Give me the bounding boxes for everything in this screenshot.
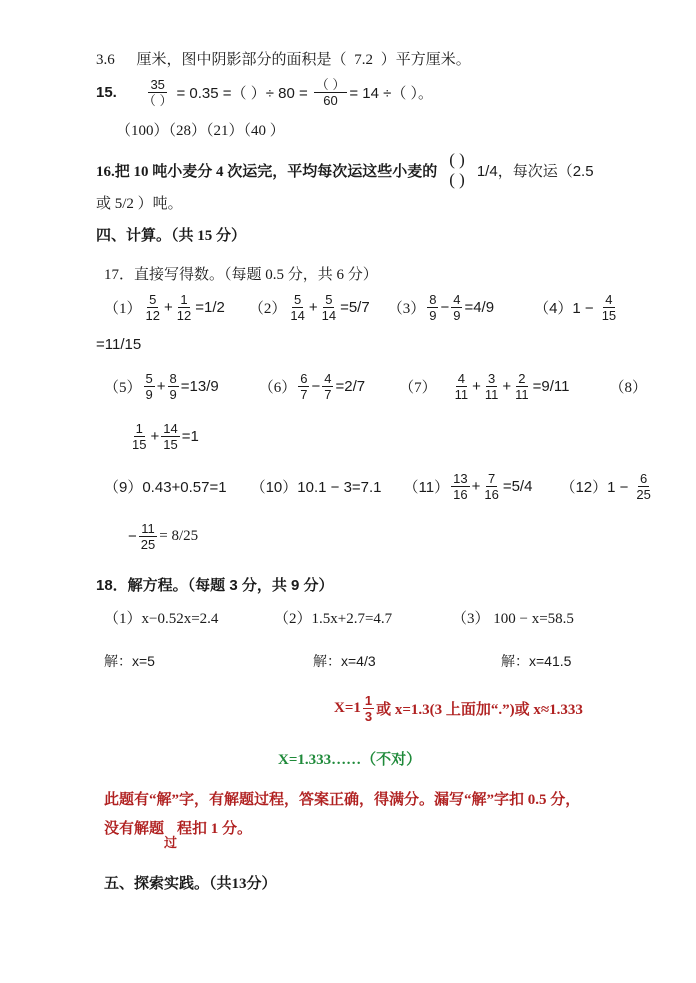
- fraction: [513, 371, 531, 402]
- numerator: 3: [488, 370, 496, 386]
- green-annotation: X=1.333……（不对）: [278, 752, 422, 768]
- question-18-title: 18．解方程。（每题 3 分，共 9 分）: [96, 577, 334, 594]
- result: =13/9: [180, 377, 219, 395]
- result: =5/4: [502, 477, 533, 495]
- red-text: X=1: [334, 699, 361, 716]
- prefix-number: 3.6: [96, 52, 115, 68]
- equation-2: （2）1.5x+2.7=4.7: [274, 611, 393, 627]
- red-annotation: [334, 688, 583, 728]
- fraction: [451, 292, 462, 323]
- fraction: [175, 292, 193, 323]
- denominator: 15: [132, 436, 147, 452]
- answer-text: 1/4，每次运（2.5: [476, 162, 594, 180]
- item-expression: （10）10.1 − 3=7.1: [250, 478, 382, 496]
- note-text: 没有解题: [104, 821, 165, 837]
- fraction: [363, 693, 374, 724]
- answer-value: 7.2: [354, 52, 374, 68]
- fraction: [600, 292, 618, 323]
- numerator: 1: [180, 291, 188, 307]
- operator: +: [150, 427, 160, 445]
- red-text: 或 x=1.3(3 上面加“.”)或 x≈1.333: [376, 701, 583, 718]
- fraction: [314, 77, 348, 108]
- result: =1: [181, 427, 199, 445]
- note-subscript: 过: [164, 835, 178, 850]
- fraction: [427, 292, 438, 323]
- numerator: 11: [141, 520, 155, 536]
- equation-text: = 14 ÷（ ）。: [349, 84, 434, 102]
- fraction: [139, 521, 157, 552]
- fraction: [161, 421, 179, 452]
- operator: −: [440, 298, 450, 316]
- item-label: （4）1 −: [534, 299, 594, 317]
- solution-1: 解：x=5: [104, 653, 155, 669]
- numerator: 5: [149, 291, 157, 307]
- denominator: 60: [323, 92, 338, 108]
- denominator: （ ）: [142, 92, 173, 108]
- numerator: 4: [324, 370, 332, 386]
- numerator: 1: [135, 420, 143, 436]
- denominator: 9: [453, 307, 461, 323]
- operator: +: [308, 298, 318, 316]
- item-expression: （9）0.43+0.57=1: [104, 478, 227, 496]
- denominator: 25: [636, 486, 651, 502]
- fraction: [144, 292, 162, 323]
- question-title: [96, 574, 334, 595]
- numerator: 8: [169, 370, 177, 386]
- equation-3: （3） 100 − x=58.5: [452, 611, 574, 627]
- denominator: 12: [176, 307, 192, 323]
- item-label: （12）1 −: [560, 478, 629, 496]
- denominator: 9: [145, 386, 153, 402]
- numerator: 6: [640, 470, 648, 486]
- question-text: ）平方厘米。: [380, 52, 471, 68]
- denominator: 9: [169, 386, 177, 402]
- calc-row-1: [104, 287, 620, 327]
- result: =2/7: [335, 377, 366, 395]
- numerator: 14: [163, 420, 178, 436]
- denominator: 14: [290, 307, 305, 323]
- numerator: 5: [293, 291, 302, 307]
- numerator: 4: [457, 370, 465, 386]
- numerator: 8: [429, 291, 437, 307]
- denominator: 12: [145, 307, 160, 323]
- operator: −: [311, 377, 321, 395]
- item-label: （8）: [609, 379, 647, 396]
- numerator: 4: [453, 291, 461, 307]
- question-text: 16.把 10 吨小麦分 4 次运完，平均每次运这些小麦的: [96, 163, 438, 180]
- question-title: 17．直接写得数。（每题 0.5 分，共 6 分）: [104, 267, 378, 283]
- fraction: [144, 371, 155, 402]
- result: =9/11: [532, 377, 570, 395]
- numerator: 1: [364, 692, 373, 708]
- solution-2: 解：x=4/3: [313, 653, 376, 669]
- denominator: 11: [515, 386, 529, 402]
- result-continued: =11/15: [96, 336, 142, 353]
- operator: +: [156, 377, 166, 395]
- numerator: 4: [605, 291, 613, 307]
- item-label: （3）: [387, 300, 426, 317]
- note-text: 程扣 1 分。: [177, 821, 253, 837]
- item-label: （11）: [403, 478, 450, 496]
- operator: +: [472, 377, 481, 395]
- question-text: 厘米，图中阴影部分的面积是（: [136, 52, 347, 68]
- fraction: [320, 292, 338, 323]
- denominator: 7: [324, 386, 332, 402]
- operator: +: [502, 377, 512, 395]
- numerator: 13: [453, 470, 468, 486]
- fill-blank-line-area: [96, 48, 471, 69]
- calc-row-3-cont: [128, 516, 198, 556]
- answers-15: （100）（28）（21）（40 ）: [116, 123, 285, 139]
- fraction: [141, 77, 175, 108]
- solution-3: 解：x=41.5: [501, 653, 572, 669]
- item-label: （7）: [399, 379, 437, 396]
- equation-1: （1）x−0.52x=2.4: [104, 611, 219, 627]
- result: =5/7: [340, 298, 370, 316]
- numerator: 35: [150, 76, 165, 92]
- fraction: [322, 371, 333, 402]
- section-heading: 四、计算。（共 15 分）: [96, 228, 247, 244]
- fraction: [288, 292, 306, 323]
- paren-top: ( ): [449, 150, 465, 169]
- operator: −: [128, 527, 137, 545]
- denominator: 14: [321, 307, 337, 323]
- denominator: 11: [484, 386, 499, 402]
- numerator: 6: [300, 370, 308, 386]
- denominator: 3: [364, 708, 373, 724]
- item-label: （1）: [104, 300, 142, 317]
- fraction: [634, 471, 652, 502]
- question-15: [96, 72, 433, 112]
- item-label: （6）: [258, 379, 297, 396]
- result: =4/9: [464, 298, 495, 316]
- fraction: [298, 371, 309, 402]
- denominator: 7: [300, 386, 308, 402]
- fraction: [451, 471, 469, 502]
- denominator: 15: [163, 436, 178, 452]
- item-label: （2）: [248, 300, 287, 317]
- result: =1/2: [195, 298, 225, 316]
- paren-bottom: ( ): [449, 170, 465, 189]
- fraction: [453, 371, 471, 402]
- numerator: （ ）: [315, 76, 346, 92]
- grading-note-line1: 此题有“解”字，有解题过程，答案正确，得满分。漏写“解”字扣 0.5 分，: [104, 792, 581, 808]
- calc-row-3: [104, 466, 655, 506]
- denominator: 9: [429, 307, 437, 323]
- denominator: 11: [454, 386, 469, 402]
- result: = 8/25: [159, 527, 199, 544]
- calc-row-2: [104, 366, 647, 406]
- denominator: 16: [484, 486, 499, 502]
- grading-note-line2: [104, 817, 253, 850]
- operator: +: [163, 298, 173, 316]
- numerator: 2: [518, 370, 526, 386]
- question-number: 15.: [96, 83, 117, 101]
- question-16: [96, 148, 594, 192]
- equation-text: = 0.35 =（ ）÷ 80 =: [176, 84, 308, 102]
- fraction: [482, 471, 500, 502]
- denominator: 15: [601, 307, 617, 323]
- numerator: 5: [145, 370, 153, 386]
- item-label: （5）: [104, 379, 142, 396]
- fraction: [168, 371, 179, 402]
- denominator: 25: [140, 536, 156, 552]
- denominator: 16: [453, 486, 468, 502]
- section-heading: 五、探索实践。（共13分）: [104, 876, 277, 892]
- paren-blank: [449, 150, 465, 190]
- fraction: [130, 421, 148, 452]
- fraction: [483, 371, 501, 402]
- numerator: 7: [487, 470, 496, 486]
- numerator: 5: [325, 291, 333, 307]
- operator: +: [471, 477, 481, 495]
- question-16-cont: 或 5/2 ）吨。: [96, 196, 183, 212]
- calc-row-2-cont: [128, 416, 199, 456]
